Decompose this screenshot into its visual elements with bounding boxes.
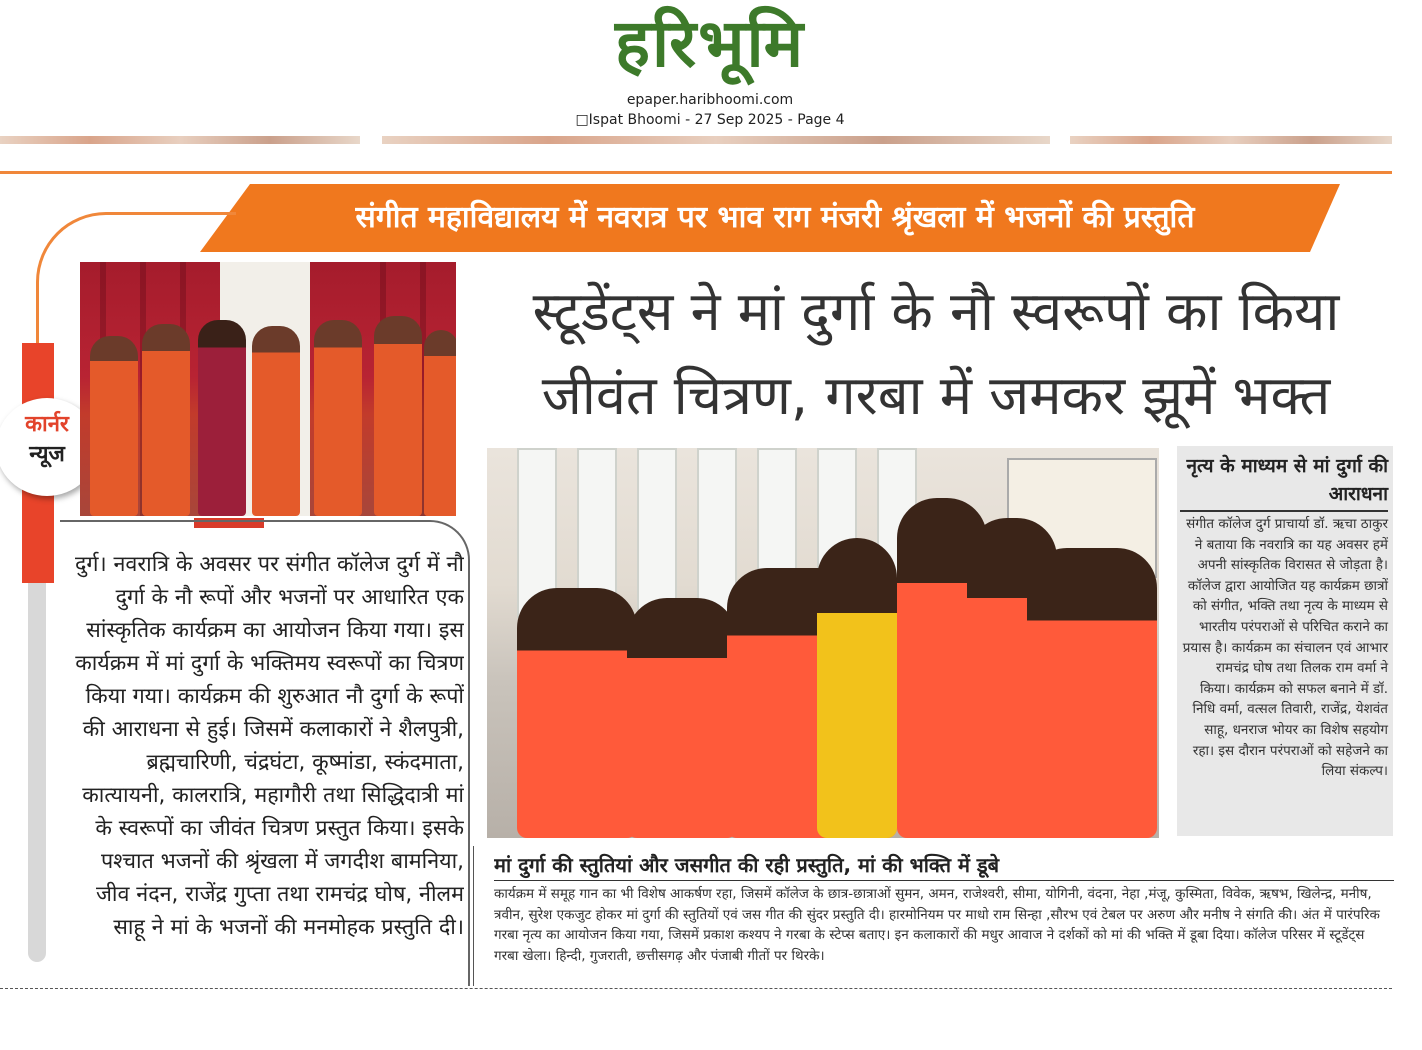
badge-line: कार्नर [25, 412, 69, 437]
performer [252, 326, 300, 516]
performer [142, 324, 190, 516]
sidebar-body: संगीत कॉलेज दुर्ग प्राचार्या डॉ. ऋचा ठाकुर ने बताया कि नवरात्रि का यह अवसर हमें अपनी सांस्कृतिक विरासत से जोड़ता है। कॉलेज द्वारा आयोजित यह कार्यक्रम छात्रों को संगीत, भक्ति तथा नृत्य के माध्यम से भारतीय परंपराओं से परिचित कराने का प्रयास है। कार्यक्रम का संचालन एवं आभार रामचंद्र घोष तथा तिलक राम वर्मा ने किया। कार्यक्रम को सफल बनाने में डॉ. निधि वर्मा, वत्सल तिवारी, राजेंद्र, येशवंत साहू, धनराज भोयर का विशेष सहयोग रहा। इस दौरान परंपराओं को सहेजने का लिया संकल्प। [1182, 516, 1388, 780]
window [637, 448, 677, 618]
decorative-bar [28, 570, 46, 962]
performer [198, 320, 246, 516]
header-strip [1070, 136, 1392, 144]
dancer [627, 598, 737, 838]
sub-headline: मां दुर्गा की स्तुतियां और जसगीत की रही प्रस्तुति, मां की भक्ति में डूबे [494, 850, 1394, 881]
performer [314, 320, 362, 516]
stage-photo [80, 262, 456, 516]
edition-line: □Ispat Bhoomi - 27 Sep 2025 - Page 4 [575, 112, 845, 128]
headline-line: जीवंत चित्रण, गरबा में जमकर झूमें भक्त [541, 364, 1331, 427]
dancer [1027, 548, 1157, 838]
kicker-banner-text: संगीत महाविद्यालय में नवरात्र पर भाव राग मंजरी श्रृंखला में भजनों की प्रस्तुति [355, 200, 1195, 235]
orange-divider [0, 171, 1392, 174]
performer [90, 336, 138, 516]
left-article-body: दुर्ग। नवरात्रि के अवसर पर संगीत कॉलेज दुर्ग में नौ दुर्गा के नौ रूपों और भजनों पर आधारित एक सांस्कृतिक कार्यक्रम का आयोजन किया गया। इस कार्यक्रम में मां दुर्गा के भक्तिमय स्वरूपों का चित्रण किया गया। कार्यक्रम की शुरुआत नौ दुर्गा के रूपों की आराधना से हुई। जिसमें कलाकारों ने शैलपुत्री, ब्रह्मचारिणी, चंद्रघंटा, कूष्मांडा, स्कंदमाता, कात्यायनी, कालरात्रि, महागौरी तथा सिद्धिदात्री मां के स्वरूपों का जीवंत चित्रण प्रस्तुत किया। इसके पश्चात भजनों की श्रृंखला में जगदीश बामनिया, जीव नंदन, राजेंद्र गुप्ता तथा रामचंद्र घोष, नीलम साहू ने मां के भजनों की मनमोहक प्रस्तुति दी। [74, 552, 464, 940]
cut-line [0, 988, 1392, 989]
sub-article-body: कार्यक्रम में समूह गान का भी विशेष आकर्षण रहा, जिसमें कॉलेज के छात्र-छात्राओं सुमन, अमन, राजेश्वरी, सीमा, योगिनी, वंदना, नेहा ,मंजू, कुस्मिता, विवेक, ऋषभ, खिलेन्द्र, मनीष, त्रवीन, सुरेश एकजुट होकर मां दुर्गा की स्तुतियों एवं जस गीत की सुंदर प्रस्तुति दी। हारमोनियम पर माधो राम सिन्हा ,सौरभ एवं टेबल पर अरुण और मनीष ने संगति की। अंत में पारंपरिक गरबा नृत्य का आयोजन किया गया, जिसमें प्रकाश कश्यप ने गरबा के स्टेप्स बताए। इन कलाकारों की मधुर आवाज ने दर्शकों को मां की भक्ति में डूबा दिया। कॉलेज परिसर में स्टूडेंट्स गरबा खेला। हिन्दी, गुजराती, छत्तीसगढ़ और पंजाबी गीतों पर थिरके। [494, 886, 1380, 964]
dancer [817, 538, 897, 838]
masthead-logo: हरिभूमि [614, 5, 806, 82]
sidebar-title: नृत्य के माध्यम से मां दुर्गा की आराधना [1180, 452, 1388, 512]
dancer [517, 588, 637, 838]
header-strip [382, 136, 1050, 144]
badge-line: न्यूज [29, 442, 65, 467]
performer [424, 330, 456, 516]
main-headline [480, 270, 1392, 450]
header-strip [0, 136, 360, 144]
masthead-url[interactable]: epaper.haribhoomi.com [626, 92, 794, 108]
performer [374, 316, 422, 516]
column-rule [473, 846, 474, 986]
garba-photo [487, 448, 1159, 838]
headline-line: स्टूडेंट्स ने मां दुर्गा के नौ स्वरूपों का किया [532, 280, 1340, 343]
